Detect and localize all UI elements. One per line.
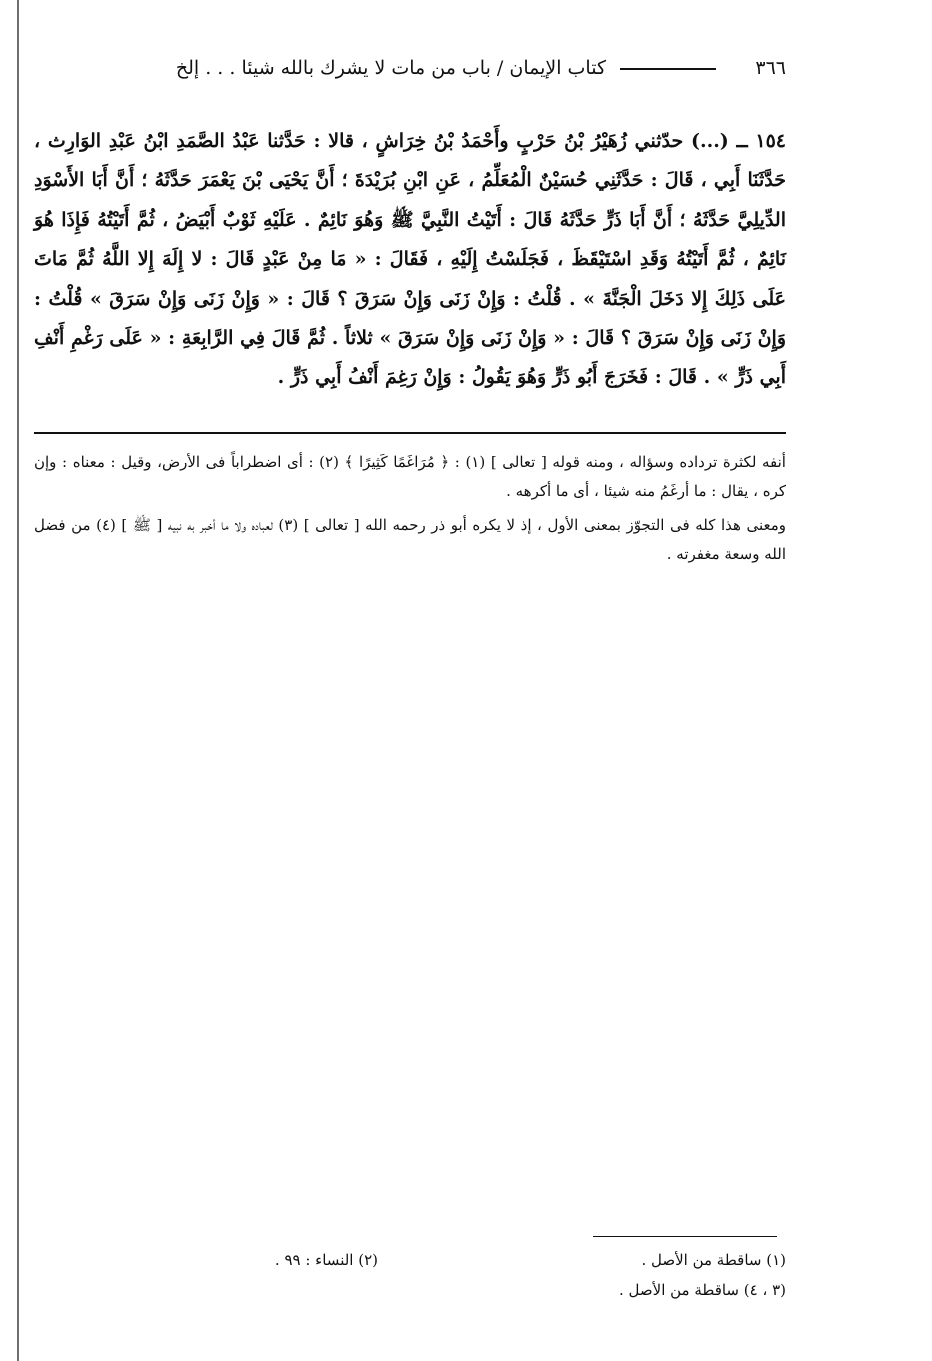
hadith-text: ١٥٤ ــ (...) حدّثني زُهَيْرُ بْنُ حَرْبٍ وأَحْمَدُ بْنُ خِرَاشٍ ، قالا : حَدَّثنا عَبْدُ الصَّمَدِ ابْنُ عَبْدِ الوَارِث ، حَدَّثَنَا أَبِي ، قَالَ : حَدَّثَنِي حُسَيْنٌ الْمُعَلِّمُ ، عَنِ ابْنِ بُرَيْدَةَ ؛ أَنَّ يَحْيَى بْنَ يَعْمَرَ حَدَّثَهُ ؛ أَنَّ أَبَا الأَسْوَدِ الدِّيلِيَّ حَدَّثَهُ ؛ أَنَّ أَبَا ذَرٍّ حَدَّثَهُ قَالَ : أَتَيْتُ النَّبِيَّ ﷺ وَهُوَ نَائِمٌ . عَلَيْهِ ثَوْبٌ أَبْيَضُ ، ثُمَّ أَتَيْتُهُ فَإِذَا هُوَ نَائِمٌ ، ثُمَّ أَتَيْتُهُ وَقَدِ اسْتَيْقَظَ ، فَجَلَسْتُ إِلَيْهِ ، فَقَالَ : « مَا مِنْ عَبْدٍ قَالَ : لا إِلَهَ إِلا اللَّهُ ثُمَّ مَاتَ عَلَى ذَلِكَ إِلا دَخَلَ الْجَنَّةَ » . قُلْتُ : وَإِنْ زَنَى وَإِنْ سَرَقَ ؟ قَالَ : « وَإِنْ زَنَى وَإِنْ سَرَقَ » قُلْتُ : وَإِنْ زَنَى وَإِنْ سَرَقَ ؟ قَالَ : « وَإِنْ زَنَى وَإِنْ سَرَقَ » ثلاثاً . ثُمَّ قَالَ فِي الرَّابِعَةِ : « عَلَى رَغْمِ أَنْفِ أَبِي ذَرٍّ » . قَالَ : فَخَرَجَ أَبُو ذَرٍّ وَهُوَ يَقُولُ : وَإِنْ رَغِمَ أَنْفُ أَبِي ذَرٍّ . [34,130,786,389]
footnote-3-4: (٣ ، ٤) ساقطة من الأصل . [619,1281,786,1299]
footnotes [34,1245,786,1309]
footnote-separator [593,1236,777,1237]
commentary-paragraph-1: أنفه لكثرة ترداده وسؤاله ، ومنه قوله [ تعالى ] (١) : ﴿ مُرَاغَمًا كَثِيرًا ﴾ (٢) : أى اضطراباً فى الأرض، وقيل : معناه : وإن كره ، يقال : ما أرغَمُ منه شيئا ، أى ما أكرهه . [34,452,786,500]
running-header [34,52,786,88]
commentary-paragraph-2: ومعنى هذا كله فى التجوّز بمعنى الأول ، إذ لا يكره أبو ذر رحمه الله [ تعالى ] (٣) لعباده ولا ما أخبر به نبيه [ ﷺ ] (٤) من فضل الله وسعة مغفرته . [34,515,786,563]
page-margin-line [17,0,19,1361]
commentary [34,448,786,569]
book-page [34,52,786,574]
page-number: ٣٦٦ [755,57,786,79]
footnote-1: (١) ساقطة من الأصل . [641,1251,786,1269]
footnote-2: (٢) النساء : ٩٩ . [274,1251,378,1269]
commentary-separator [34,432,786,434]
header-dash-rule [620,68,716,70]
header-title: كتاب الإيمان / باب من مات لا يشرك بالله شيئا . . . إلخ [175,57,606,79]
